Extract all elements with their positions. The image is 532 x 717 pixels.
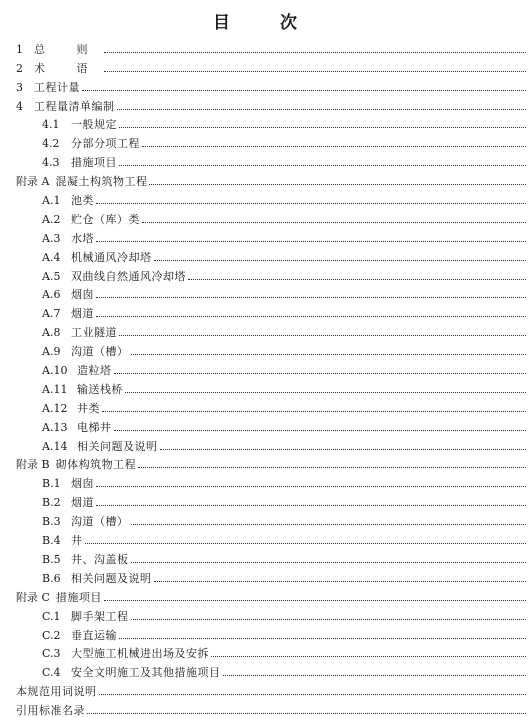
- toc-entry[interactable]: [0, 94, 532, 113]
- toc-entry[interactable]: [0, 283, 532, 302]
- toc-entry-number: A.14: [42, 439, 68, 453]
- toc-entry-number: C.1: [42, 609, 61, 623]
- toc-entry[interactable]: [0, 358, 532, 377]
- toc-entry-number: A.11: [42, 382, 68, 396]
- toc-entry[interactable]: [0, 169, 532, 188]
- toc-entry-number: A.7: [42, 307, 61, 321]
- toc-entry[interactable]: [0, 453, 532, 472]
- toc-entry-label: 池类: [71, 194, 94, 208]
- toc-entry-label: 分部分项工程: [71, 137, 140, 151]
- toc-entry-number: 3: [16, 80, 23, 94]
- dot-leader: [154, 260, 527, 261]
- toc-entry-label: 沟道（槽）: [71, 515, 129, 529]
- toc-entry-number: C.4: [42, 666, 61, 680]
- toc-entry-number: B.1: [42, 477, 61, 491]
- dot-leader: [211, 656, 526, 657]
- toc-entry-number: A.12: [42, 401, 68, 415]
- toc-entry[interactable]: [0, 471, 532, 490]
- toc-entry-number: 1: [16, 42, 23, 56]
- toc-entry[interactable]: [0, 396, 532, 415]
- toc-entry[interactable]: [0, 226, 532, 245]
- toc-entry[interactable]: [0, 679, 532, 698]
- toc-entry-label: 措施项目: [55, 590, 102, 604]
- dot-leader: [119, 638, 526, 639]
- toc-entry-label: 烟道: [71, 496, 94, 510]
- toc-entry-label: 井、沟盖板: [71, 552, 129, 566]
- dot-leader: [188, 279, 526, 280]
- dot-leader: [131, 619, 527, 620]
- toc-entry-label: 井类: [77, 401, 100, 415]
- toc-entry-number: A.5: [42, 269, 61, 283]
- toc-entry-label: 脚手架工程: [71, 609, 129, 623]
- dot-leader: [138, 467, 526, 468]
- toc-entry-number: A.4: [42, 250, 61, 264]
- toc-entry[interactable]: [0, 56, 532, 75]
- toc-entry-number: B.5: [42, 552, 61, 566]
- toc-entry-number: A.6: [42, 288, 61, 302]
- toc-entry-number: B.2: [42, 496, 61, 510]
- dot-leader: [149, 184, 526, 185]
- toc-entry-label: 引用标准名录: [16, 704, 85, 717]
- toc-entry-label: 措施项目: [71, 156, 117, 170]
- dot-leader: [96, 297, 526, 298]
- toc-entry[interactable]: [0, 75, 532, 94]
- toc-entry[interactable]: [0, 566, 532, 585]
- toc-entry-label: 工业隧道: [71, 326, 117, 340]
- toc-entry[interactable]: [0, 150, 532, 169]
- toc-entry-label: 双曲线自然通风冷却塔: [71, 269, 186, 283]
- toc-entry[interactable]: [0, 698, 532, 717]
- dot-leader: [102, 411, 526, 412]
- dot-leader: [87, 713, 526, 714]
- dot-leader: [104, 71, 527, 72]
- toc-entry-label: 沟道（槽）: [71, 345, 129, 359]
- dot-leader: [96, 241, 526, 242]
- toc-entry[interactable]: [0, 113, 532, 132]
- toc-entry-label: 术 语: [34, 61, 102, 75]
- toc-entry[interactable]: [0, 37, 532, 56]
- toc-entry-number: B.6: [42, 571, 61, 585]
- dot-leader: [119, 127, 526, 128]
- toc-entry-number: 4: [16, 99, 23, 113]
- toc-entry[interactable]: [0, 301, 532, 320]
- dot-leader: [114, 373, 527, 374]
- toc-entry[interactable]: [0, 131, 532, 150]
- dot-leader: [96, 486, 526, 487]
- dot-leader: [223, 675, 527, 676]
- dot-leader: [142, 222, 526, 223]
- toc-entry[interactable]: [0, 604, 532, 623]
- toc-entry-number: A.8: [42, 326, 61, 340]
- toc-entry[interactable]: [0, 509, 532, 528]
- toc-entry-number: A.1: [42, 194, 61, 208]
- toc-entry[interactable]: [0, 585, 532, 604]
- dot-leader: [99, 694, 527, 695]
- dot-leader: [119, 165, 526, 166]
- dot-leader: [160, 449, 527, 450]
- toc-entry-number: B.3: [42, 515, 61, 529]
- toc-entry-label: 造粒塔: [77, 364, 112, 378]
- toc-entry[interactable]: [0, 642, 532, 661]
- toc-entry-label: 工程量清单编制: [34, 99, 115, 113]
- toc-entry[interactable]: [0, 320, 532, 339]
- toc-entry-label: 电梯井: [77, 420, 112, 434]
- toc-entry-label: 混凝土构筑物工程: [55, 175, 148, 189]
- toc-entry-label: 贮仓（库）类: [71, 212, 140, 226]
- dot-leader: [131, 524, 527, 525]
- toc-entry[interactable]: [0, 415, 532, 434]
- dot-leader: [104, 52, 527, 53]
- toc-entry-label: 本规范用词说明: [16, 685, 97, 699]
- toc-entry-label: 大型施工机械进出场及安拆: [71, 647, 209, 661]
- toc-entry-label: 砌体构筑物工程: [55, 458, 137, 472]
- toc-entry-number: 4.1: [42, 118, 60, 132]
- toc-title: 目 次: [213, 13, 319, 33]
- dot-leader: [131, 354, 527, 355]
- toc-entry-number: 4.3: [42, 156, 60, 170]
- dot-leader: [104, 600, 526, 601]
- toc-entry-number: A.3: [42, 231, 61, 245]
- table-of-contents: [0, 37, 532, 717]
- toc-entry-number: 附录 C: [16, 590, 50, 604]
- dot-leader: [82, 90, 526, 91]
- dot-leader: [142, 146, 526, 147]
- toc-entry-number: C.2: [42, 628, 61, 642]
- toc-entry[interactable]: [0, 264, 532, 283]
- toc-entry-label: 一般规定: [71, 118, 117, 132]
- toc-entry-label: 井: [71, 534, 83, 548]
- toc-entry[interactable]: [0, 434, 532, 453]
- toc-entry[interactable]: [0, 660, 532, 679]
- dot-leader: [119, 335, 526, 336]
- toc-entry-label: 烟囱: [71, 288, 94, 302]
- dot-leader: [114, 430, 527, 431]
- dot-leader: [96, 505, 526, 506]
- toc-entry-number: B.4: [42, 534, 61, 548]
- toc-entry[interactable]: [0, 623, 532, 642]
- dot-leader: [131, 562, 527, 563]
- dot-leader: [125, 392, 526, 393]
- toc-entry-number: A.2: [42, 212, 61, 226]
- toc-entry-label: 烟道: [71, 307, 94, 321]
- toc-entry-label: 输送栈桥: [77, 382, 123, 396]
- toc-entry-label: 机械通风冷却塔: [71, 250, 152, 264]
- toc-entry-number: 附录 B: [16, 458, 50, 472]
- toc-entry-label: 垂直运输: [71, 628, 117, 642]
- toc-entry[interactable]: [0, 339, 532, 358]
- toc-entry-label: 烟囱: [71, 477, 94, 491]
- toc-entry-number: A.9: [42, 345, 61, 359]
- toc-entry-label: 总 则: [34, 42, 102, 56]
- toc-entry-number: 附录 A: [16, 175, 50, 189]
- toc-entry[interactable]: [0, 188, 532, 207]
- toc-entry-label: 相关问题及说明: [71, 571, 152, 585]
- toc-entry-number: A.10: [42, 364, 68, 378]
- toc-entry[interactable]: [0, 547, 532, 566]
- toc-entry-number: C.3: [42, 647, 61, 661]
- toc-entry-label: 相关问题及说明: [77, 439, 158, 453]
- dot-leader: [117, 109, 527, 110]
- toc-entry[interactable]: [0, 528, 532, 547]
- toc-entry-label: 安全文明施工及其他措施项目: [71, 666, 221, 680]
- toc-entry[interactable]: [0, 490, 532, 509]
- dot-leader: [154, 581, 527, 582]
- toc-entry-label: 工程计量: [34, 80, 80, 94]
- dot-leader: [96, 203, 526, 204]
- toc-entry-number: 4.2: [42, 137, 60, 151]
- toc-entry-number: 2: [16, 61, 23, 75]
- toc-entry-number: A.13: [42, 420, 68, 434]
- toc-entry[interactable]: [0, 377, 532, 396]
- dot-leader: [85, 543, 527, 544]
- toc-entry[interactable]: [0, 207, 532, 226]
- toc-entry-label: 水塔: [71, 231, 94, 245]
- toc-entry[interactable]: [0, 245, 532, 264]
- dot-leader: [96, 316, 526, 317]
